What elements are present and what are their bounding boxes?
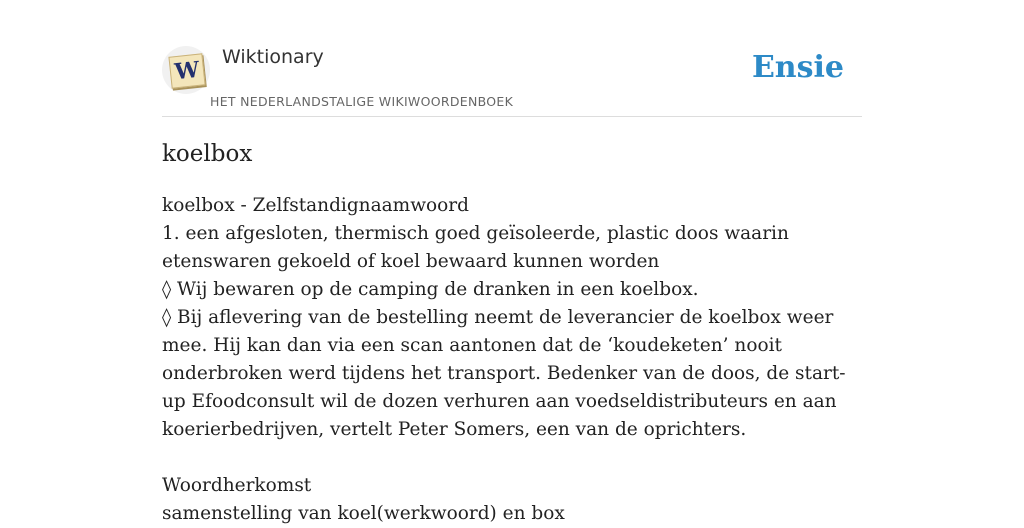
wiktionary-puzzle-tile-icon: W — [168, 53, 205, 88]
definition-text: 1. een afgesloten, thermisch goed geïsoleerde, plastic doos waarin etenswaren gekoeld of koel bewaard kunnen worden — [162, 223, 789, 272]
example-sentence: ◊ Wij bewaren op de camping de dranken in een koelbox. — [162, 279, 699, 300]
site-name-link[interactable]: Wiktionary — [222, 46, 324, 68]
etymology-text: samenstelling van koel(werkwoord) en box — [162, 503, 565, 524]
spacer — [162, 444, 862, 472]
wiktionary-logo[interactable] — [162, 46, 210, 94]
example-sentence: ◊ Bij aflevering van de bestelling neemt de leverancier de koelbox weer mee. Hij kan dan via een scan aantonen dat de ‘koudeketen’ nooit onderbroken werd tijdens het transport. Bedenker van de doos, de start-up Efoodconsult wil de dozen verhuren aan voedseldistributeurs en aan koerierbedrijven, vertelt Peter Somers, een van de oprichters. — [162, 307, 846, 440]
etymology-heading: Woordherkomst — [162, 475, 312, 496]
entry-heading: koelbox - Zelfstandignaamwoord — [162, 195, 469, 216]
site-tagline: HET NEDERLANDSTALIGE WIKIWOORDENBOEK — [210, 94, 514, 109]
dictionary-entry — [162, 192, 862, 528]
site-header — [162, 40, 862, 117]
ensie-brand-link[interactable]: Ensie — [751, 50, 844, 85]
main-content — [162, 138, 862, 528]
page-title: koelbox — [162, 141, 253, 167]
